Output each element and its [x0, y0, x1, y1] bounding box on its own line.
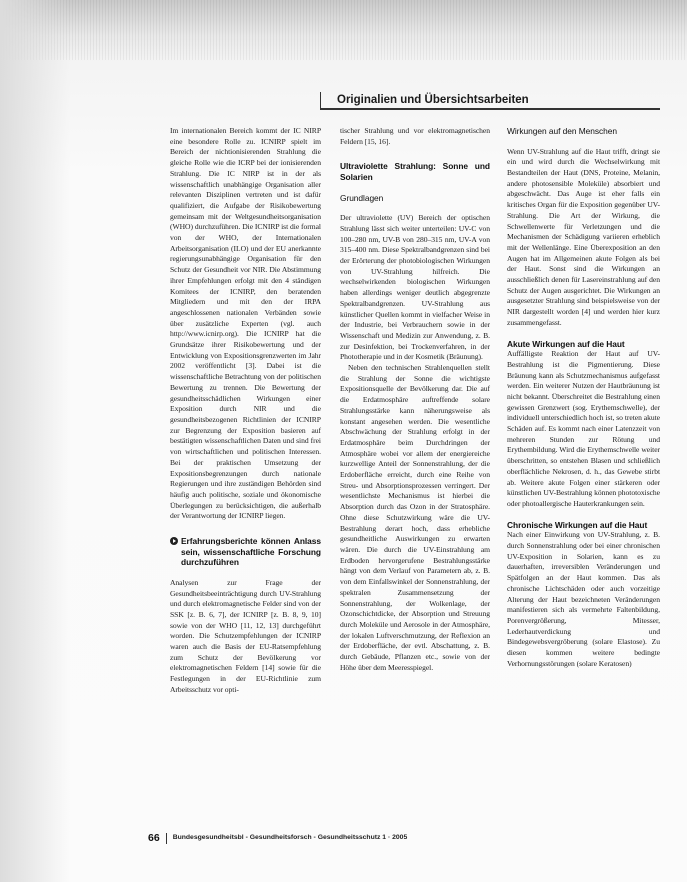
journal-citation: Bundesgesundheitsbl - Gesundheitsforsch - Gesundheitsschutz 1 · 2005	[172, 834, 408, 841]
paragraph: Wenn UV-Strahlung auf die Haut trifft, dringt sie ein und wird durch die Wechselwirkung mit Bestandteilen der Haut (DNS, Proteine, Melanin, andere photosensible Moleküle) absorbiert und abgeschwächt. Das Auge ist eher falls ein kritisches Organ für die Exposition gegenüber UV-Strahlung. Die Art der Wirkung, die Schwellenwerte für Verletzungen und die Mechanismen der Schädigung variieren erheblich mit der Wellenlänge. Eine Überexposition an den Augen hat im Allgemeinen akute Folgen als bei der Haut. Sonst sind die Wirkungen an ausschließlich denen für Lasereinstrahlung auf den Schutz der Augen ausgerichtet. Die Wirkungen an ausgesetzter Strahlung sind beispielsweise von der NIR dargestellt worden [4] und werden hier kurz zusammengefasst.	[507, 146, 660, 327]
paragraph: tischer Strahlung und vor elektromagnetischen Feldern [15, 16].	[340, 126, 490, 146]
paragraph: Analysen zur Frage der Gesundheitsbeeinträchtigung durch UV-Strahlung und durch elektromagnetische Felder sind von der SSK [z. B. 6, 7], der ICNIRP [z. B. 8, 9, 10] sowie von der WHO [11, 12, 13] durchgeführt worden. Die Schutzempfehlungen der ICNIRP waren auch die Basis der EU-Ratsempfehlung zum Schutz der Bevölkerung vor elektromagnetischen Feldern [14] sowie für die Festlegungen in der EU-Richtlinie zum Arbeitsschutz vor opti-	[170, 577, 321, 694]
text-column-1	[170, 126, 321, 696]
paragraph: Auffälligste Reaktion der Haut auf UV-Bestrahlung ist die Pigmentierung. Diese Bräunung kann als Schutzmechanismus aufgefasst werden. Ein weiterer Nutzen der Hautbräunung ist nicht bekannt. Überschreitet die Bestrahlung einen gewissen Grenzwert (sog. Erythemschwelle), der individuell unterschiedlich hoch ist, so treten akute Schäden auf. Es kommt nach einer Latenzzeit von mehreren Stunden zur Rötung und Erythembildung. Wird die Erythemschwelle weiter überschritten, so entstehen Blasen und schließlich oberflächliche Nekrosen, d. h., das Gewebe stirbt ab. Weitere akute Folgen einer stärkeren oder künstlichen UV-Bestrahlung können phototoxische oder photoallergische Hauterkrankungen sein.	[507, 349, 660, 508]
subsection-heading	[170, 536, 321, 568]
page-footer	[148, 831, 668, 845]
paragraph: Der ultraviolette (UV) Bereich der optischen Strahlung lässt sich weiter unterteilen: UV-C von 100–280 nm, UV-B von 280–315 nm, UV-A von 315–400 nm. Diese Spektralbandgrenzen sind bei der Erörterung der photobiologischen Wirkungen von UV-Strahlung hilfreich. Die wechselwirkenden biologischen Wirkungen haben allerdings weniger deutlich abgegrenzte Spektralbandgrenzen. UV-Strahlung aus künstlicher Quellen kommt in vielfacher Weise in der Industrie, bei Verbrauchern sowie in der Wissenschaft und Medizin zur Anwendung, z. B. zur Desinfektion, bei Trockenverfahren, in der Phototherapie und in der Kosmetik (Bräunung).	[340, 213, 490, 362]
paragraph: Im internationalen Bereich kommt der IC NIRP eine besondere Rolle zu. ICNIRP spielt im Bereich der nichtionisierenden Strahlung die gleiche Rolle wie die ICRP bei der ionisierenden Strahlung. Die IC NIRP ist in der als wissenschaftlich unabhängige Organisation aller relevanten Disziplinen vertreten und ist dafür qualifiziert, die Aufgabe der Risikobewertung gemeinsam mit der Weltgesundheitsorganisation (WHO) durchzuführen. Die ICNIRP ist die formal von der WHO, der Internationalen Arbeitsorganisation (ILO) und der EU anerkannte regierungsunabhängige Organisation für den Schutz der Gesundheit vor NIR. Die Abstimmung ihrer Empfehlungen erfolgt mit den 4 ständigen Komitees der ICNIRP, den beratenden Mitgliedern und mit den der IRPA angeschlossenen nationalen Verbänden sowie über zusätzliche Experten (vgl. auch http://www.icnirp.org). Die ICNIRP hat die Grundsätze ihrer Risikobewertung und der Entwicklung von Expositionsgrenzwerten im Jahr 2002 veröffentlicht [3]. Dabei ist die wissenschaftliche Betrachtung von der politischen Bewertung zu trennen. Die Bewertung der gesundheitsschädlichen Wirkungen einer Exposition durch NIR und die gesundheitsbezogenen Richtlinien der ICNIRP zur Begrenzung der Exposition basieren auf bestätigten wissenschaftlichen Daten und sind frei von wirtschaftlichen und politischen Interessen. Bei der praktischen Umsetzung der Expositionsbegrenzungen durch nationale Regierungen und ihre zuständigen Behörden sind häufig auch politische, soziale und ökonomische Überlegungen zu berücksichtigen, die außerhalb der Verantwortung der ICNIRP liegen.	[170, 126, 321, 521]
subsection-heading-text: Erfahrungsberichte können Anlass sein, wissenschaftliche Forschung durchzuführen	[181, 536, 321, 568]
section-heading: Ultraviolette Strahlung: Sonne und Solarien	[340, 161, 490, 182]
scan-shadow-left	[0, 0, 70, 882]
scan-shadow-top	[0, 0, 687, 60]
bullet-arrow-icon	[170, 537, 178, 545]
text-column-3	[507, 126, 660, 669]
subsection-heading: Chronische Wirkungen auf die Haut	[507, 519, 648, 530]
subsection-heading: Akute Wirkungen auf die Haut	[507, 338, 625, 349]
subheading: Grundlagen	[340, 192, 384, 203]
footer-divider	[166, 833, 167, 844]
section-header: Originalien und Übersichtsarbeiten	[320, 92, 660, 110]
paragraph: Nach einer Einwirkung von UV-Strahlung, z. B. durch Sonnenstrahlung oder bei einer chronischen UV-Exposition in Solarien, kann es zu dauerhaften, irreversiblen Veränderungen und Spätfolgen an der Haut kommen. Das als chronische Lichtschäden oder auch vorzeitige Alterung der Haut bezeichneten Veränderungen manifestieren sich als vermehrte Faltenbildung, Porenvergrößerung, Mitesser, Lederhautverdickung und Bindegewebsvergröberung (solare Elastose). Zu diesen kommen weitere bedingte Verhornungsstörungen (solare Keratosen)	[507, 530, 660, 668]
paragraph: Neben den technischen Strahlenquellen stellt die Strahlung der Sonne die wichtigste Expositionsquelle der Bevölkerung dar. Die auf die Erdatmosphäre auftreffende solare Strahlungsstärke kann näherungsweise als konstant angesehen werden. Die wesentliche Abschwächung der Strahlung erfolgt in der Erdatmosphäre beim Durchdringen der Atmosphäre wobei vor allem der energiereiche kurzwellige Anteil der Sonnenstrahlung, der die Erdoberfläche erreicht, durch eine Reihe von Streu- und Absorptionsprozessen verringert. Der wesentlichste Mechanismus ist hierbei die Absorption durch das Ozon in der Stratosphäre. Ohne diese Schutzwirkung wäre die UV-Bestrahlung derart hoch, dass erhebliche gesundheitliche Auswirkungen zu erwarten wären. Die durch die UV-Einstrahlung am Erdboden hervorgerufene Bestrahlungsstärke hängt von dem Verlauf von Parametern ab, z. B. von dem Einfallswinkel der Sonnenstrahlung, der spektralen Zusammensetzung der Sonnenstrahlung, der Wolkenlage, der Ozonschichtdicke, der Absorption und Streuung durch Moleküle und Aerosole in der Atmosphäre, der lokalen Luftverschmutzung, der Reflexion an der Erdoberfläche, der evtl. Abschattung, z. B. durch Gebäude, Pflanzen etc., sowie von der Höhe über dem Meeresspiegel.	[340, 363, 490, 672]
text-column-2	[340, 126, 490, 673]
page-number: 66	[148, 832, 160, 844]
section-heading: Wirkungen auf den Menschen	[507, 126, 617, 136]
